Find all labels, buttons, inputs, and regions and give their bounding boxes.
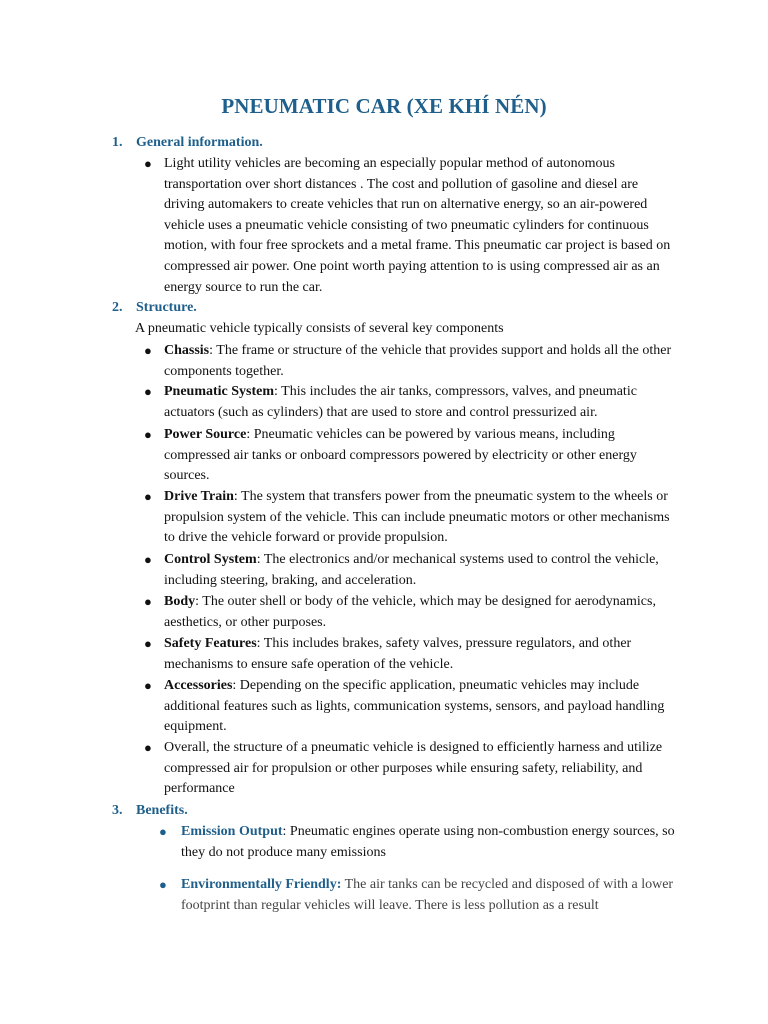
list-item-term: Pneumatic System <box>164 384 275 399</box>
bullet-icon: ● <box>144 636 152 651</box>
bullet-icon: ● <box>144 427 152 442</box>
list-item <box>144 425 679 487</box>
list-item <box>159 822 676 863</box>
list-item-text: : The outer shell or body of the vehicle, which may be designed for aerodynamics, aesthetics, or other purposes. <box>164 594 656 630</box>
list-item <box>144 341 679 382</box>
list-item <box>144 154 679 298</box>
list-item <box>144 487 679 549</box>
list-item-text: Overall, the structure of a pneumatic vehicle is designed to efficiently harness and utilize compressed air for propulsion or other purposes while ensuring safety, reliability, and performance <box>164 740 663 797</box>
list-item-term: Safety Features <box>164 636 257 651</box>
bullet-icon: ● <box>159 877 167 892</box>
list-item-text: : Pneumatic vehicles can be powered by various means, including compressed air tanks or onboard compressors powered by electricity or other energy sources. <box>164 427 637 484</box>
bullet-icon: ● <box>144 552 152 567</box>
section-intro: A pneumatic vehicle typically consists of several key components <box>135 321 504 336</box>
list-item <box>144 550 679 591</box>
section-title: General information. <box>136 135 263 150</box>
bullet-icon: ● <box>144 343 152 358</box>
page-title: PNEUMATIC CAR (XE KHÍ NÉN) <box>221 94 547 118</box>
list-item-text: The air tanks can be recycled and disposed of with a lower footprint than regular vehicles will leave. There is less pollution as a result <box>181 877 674 913</box>
list-item <box>144 634 679 675</box>
list-item-text: : Depending on the specific application, pneumatic vehicles may include additional features such as lights, communication systems, sensors, and payload handling equipment. <box>164 678 665 735</box>
list-item-text: : The system that transfers power from the pneumatic system to the wheels or propulsion system of the vehicle. This can include pneumatic motors or other mechanisms to drive the vehicle forward or provide propulsion. <box>164 489 670 546</box>
list-item-term: Chassis <box>164 343 210 358</box>
list-item-text: : This includes the air tanks, compressors, valves, and pneumatic actuators (such as cylinders) that are used to store and control pressurized air. <box>164 384 637 420</box>
bullet-icon: ● <box>144 384 152 399</box>
section-number: 2. <box>112 300 123 315</box>
list-item-term: Environmentally Friendly: <box>181 877 342 892</box>
section-number: 1. <box>112 135 123 150</box>
list-item-text: Light utility vehicles are becoming an especially popular method of autonomous transportation over short distances . The cost and pollution of gasoline and diesel are driving automakers to create vehicles that run on alternative energy, so an air-powered vehicle uses a pneumatic vehicle consisting of two pneumatic cylinders for continuous motion, with four free sprockets and a metal frame. This pneumatic car project is based on compressed air power. One point worth paying attention to is using compressed air as an energy source to run the car. <box>164 156 671 295</box>
bullet-icon: ● <box>159 824 167 839</box>
section-heading-structure <box>112 298 197 318</box>
list-item <box>144 738 679 800</box>
list-item-text: : Pneumatic engines operate using non-combustion energy sources, so they do not produce many emissions <box>181 824 675 860</box>
list-item-term: Power Source <box>164 427 247 442</box>
section-title: Benefits. <box>136 803 188 818</box>
list-item-text: : This includes brakes, safety valves, pressure regulators, and other mechanisms to ensure safe operation of the vehicle. <box>164 636 632 672</box>
section-number: 3. <box>112 803 123 818</box>
list-item <box>159 875 676 916</box>
section-heading-benefits <box>112 801 188 821</box>
section-title: Structure. <box>136 300 197 315</box>
section-heading-general <box>112 133 263 153</box>
list-item-term: Accessories <box>164 678 233 693</box>
list-item-term: Emission Output <box>181 824 283 839</box>
list-item <box>144 592 679 633</box>
bullet-icon: ● <box>144 489 152 504</box>
bullet-icon: ● <box>144 678 152 693</box>
list-item-text: : The frame or structure of the vehicle that provides support and holds all the other components together. <box>164 343 672 379</box>
list-item-term: Drive Train <box>164 489 234 504</box>
bullet-icon: ● <box>144 594 152 609</box>
list-item-text: : The electronics and/or mechanical systems used to control the vehicle, including steering, braking, and acceleration. <box>164 552 659 588</box>
list-item <box>144 382 679 423</box>
list-item-term: Control System <box>164 552 257 567</box>
list-item <box>144 676 679 738</box>
list-item-term: Body <box>164 594 196 609</box>
bullet-icon: ● <box>144 156 152 171</box>
bullet-icon: ● <box>144 740 152 755</box>
